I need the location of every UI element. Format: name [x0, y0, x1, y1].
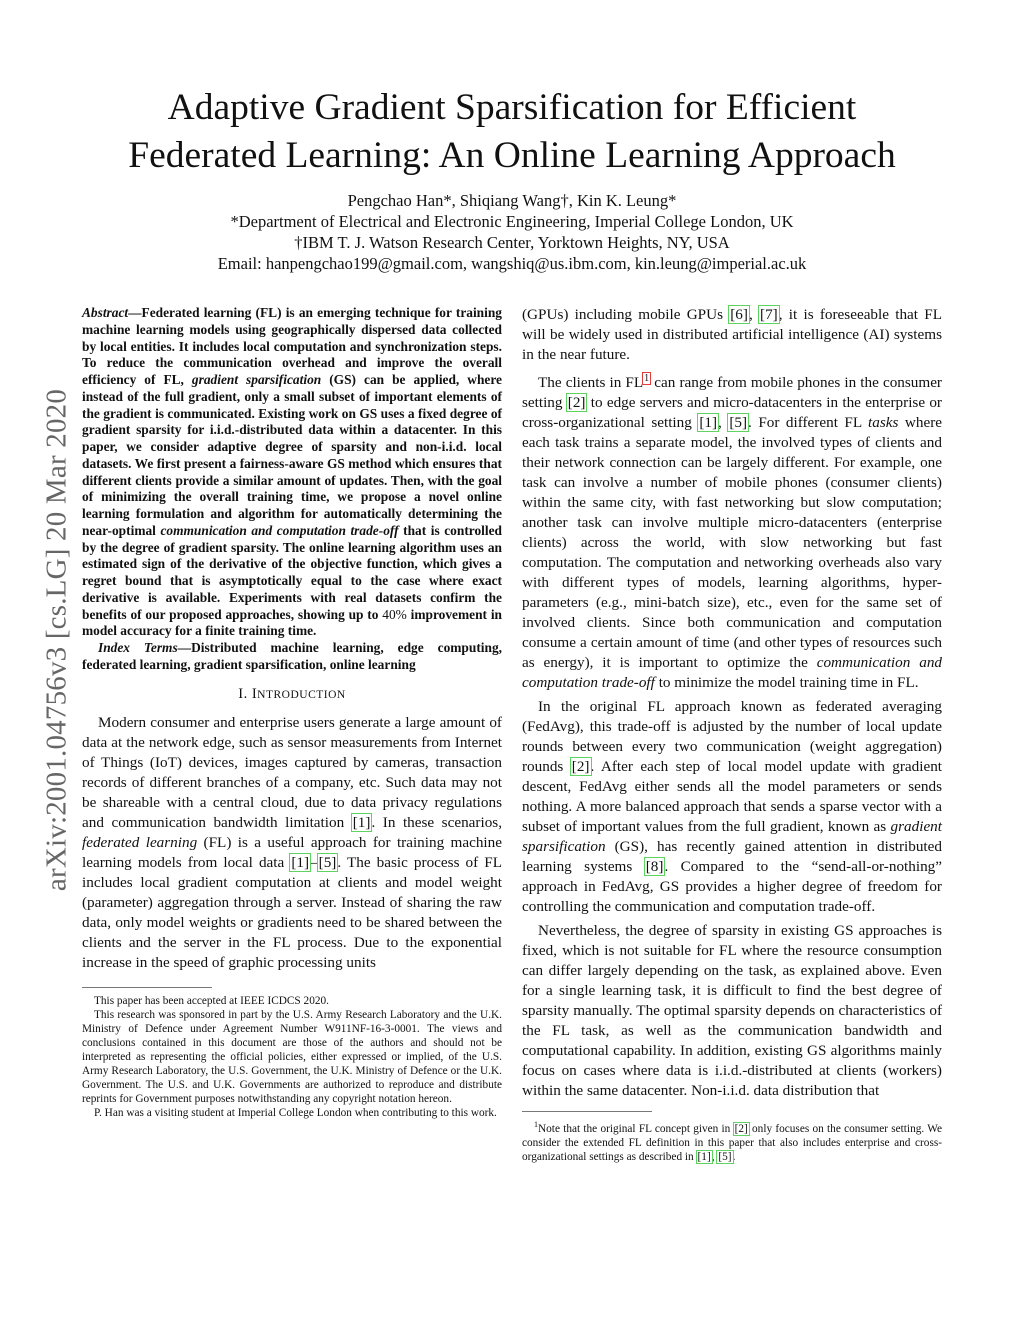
- right-text: (GPUs) including mobile GPUs: [522, 306, 730, 323]
- citation-link[interactable]: [5]: [318, 853, 337, 871]
- right-text: to minimize the model training time in FL.: [654, 674, 919, 692]
- citation-link[interactable]: [5]: [729, 414, 748, 432]
- citation-link[interactable]: [1]: [291, 853, 310, 871]
- citation-link[interactable]: [8]: [645, 858, 664, 876]
- intro-text-c: (FL) is a useful approach for training machine learning models from local data: [82, 833, 502, 871]
- footnote-accepted: This paper has been accepted at IEEE ICDCS 2020.: [94, 994, 329, 1007]
- left-column: [82, 305, 502, 1120]
- intro-text-a: Modern consumer and enterprise users generate a large amount of data at the network edge, such as sensor measurements from Internet of Things (IoT) devices, images captured by cameras, transaction records of different branches of a company, etc. Such data may not be shareable with a central cloud, due to data privacy regulations and communication bandwidth limitation: [82, 713, 502, 831]
- right-paragraph-1: [522, 369, 942, 693]
- citation-dash: –: [310, 853, 318, 871]
- section-number: I. I: [238, 685, 258, 702]
- abstract-text-2: (GS) can be applied, where instead of the full gradient, only a small subset of important elements of the gradient is communicated. Existing work on GS uses a fixed degree of gradient sparsity for i.i.d.-distributed data within a datacenter. In this paper, we consider adaptive degree of sparsity and non-i.i.d. local datasets. We first present a fairness-aware GS method which ensures that different clients provide a similar amount of updates. Then, with the goal of minimizing the overall training time, we propose a novel online learning formulation and algorithm for automatically determining the near-optimal: [82, 372, 502, 538]
- affiliation-ibm: †IBM T. J. Watson Research Center, Yorktown Heights, NY, USA: [294, 233, 730, 252]
- intro-emphasis-fl: federated learning: [82, 833, 198, 851]
- right-text: . After each step of local model update with gradient descent, FedAvg either sends all the model parameters or sends nothing. A more balanced approach that sends a sparse vector with a subset of important values from the full gradient, known as: [522, 758, 943, 836]
- abstract-label: Abstract: [82, 305, 129, 320]
- abstract-text-1: —Federated learning (FL) is an emerging technique for training machine learning models using geographically dispersed data collected by local entities. It includes local computation and synchronization steps. To reduce the communication overhead and improve the overall efficiency of FL,: [82, 305, 502, 387]
- footnote-marker: 1: [534, 1120, 538, 1130]
- citation-link[interactable]: [6]: [730, 306, 748, 323]
- title-line-1: Adaptive Gradient Sparsification for Efficient: [167, 87, 857, 128]
- footnote-1: [522, 1118, 942, 1164]
- right-text: to edge servers and micro-datacenters in the enterprise or cross-organizational setting: [522, 394, 942, 432]
- right-text: , it is foreseeable that FL will be widely used in distributed artificial intelligence (AI) systems in the near future.: [522, 306, 942, 363]
- footnote-divider: [82, 987, 212, 988]
- section-title: NTRODUCTION: [257, 688, 346, 701]
- author-block: [60, 190, 964, 274]
- abstract-text-3: that is controlled by the degree of gradient sparsity. The online learning algorithm uses an estimated sign of the derivative of the objective function, which gives a regret bound that is asymptotically equal to the case where exact derivative is available. Experiments with real datasets confirm the benefits of our proposed approaches, showing up to: [82, 522, 503, 622]
- footnote-reference[interactable]: 1: [644, 373, 650, 384]
- footnote-sponsor: This research was sponsored in part by the U.S. Army Research Laboratory and the U.K. Ministry of Defence under Agreement Number W911NF-16-3-0001. The views and conclusions contained in this document are those of the authors and should not be interpreted as representing the official policies, either expressed or implied, of the U.S. Army Research Laboratory, the U.S. Government, the U.K. Ministry of Defence or the U.K. Government. The U.S. and U.K. Governments are authorized to reproduce and distribute reprints for Government purposes notwithstanding any copyright notation hereon.: [82, 1008, 502, 1106]
- author-emails: Email: hanpengchao199@gmail.com, wangshiq@us.ibm.com, kin.leung@imperial.ac.uk: [217, 254, 807, 273]
- citation-link[interactable]: [1]: [352, 813, 371, 831]
- citation-link[interactable]: [7]: [760, 306, 778, 323]
- right-paragraph-0: [522, 305, 942, 365]
- footnote-divider: [522, 1111, 652, 1112]
- right-text: . Compared to the “send-all-or-nothing” approach in FedAvg, GS provides a higher degree of freedom for controlling the communication and computation trade-off.: [522, 858, 943, 916]
- right-text: (GS), has recently gained attention in distributed learning systems: [522, 838, 942, 876]
- right-text: . For different FL: [748, 414, 869, 432]
- paper-title: [60, 84, 964, 180]
- right-column: [522, 305, 942, 1164]
- footnote-text: only focuses on the consumer setting. We consider the extended FL definition in this paper that also includes enterprise and cross-organizational settings as described in: [522, 1122, 942, 1164]
- author-names: Pengchao Han*, Shiqiang Wang†, Kin K. Leung*: [347, 191, 677, 210]
- right-text: can range from mobile phones in the consumer setting: [522, 374, 942, 412]
- footnote-visiting: P. Han was a visiting student at Imperial College London when contributing to this work.: [94, 1107, 497, 1120]
- citation-link[interactable]: [5]: [718, 1151, 732, 1164]
- right-text: ,: [748, 306, 760, 323]
- affiliation-imperial: *Department of Electrical and Electronic Engineering, Imperial College London, UK: [230, 212, 794, 231]
- intro-text-b: . In these scenarios,: [371, 813, 502, 831]
- abstract-text-4: improvement in model accuracy for a finite training time.: [82, 606, 502, 639]
- title-line-2: Federated Learning: An Online Learning Approach: [128, 135, 896, 176]
- abstract-percent: 40%: [382, 606, 407, 622]
- index-terms-text: —Distributed machine learning, edge computing, federated learning, gradient sparsification, online learning: [82, 640, 502, 672]
- right-paragraph-3: Nevertheless, the degree of sparsity in existing GS approaches is fixed, which is not suitable for FL where the resource consumption can differ largely depending on the task, as explained above. Even for a single learning task, it is difficult to find the best degree of sparsity manually. The optimal sparsity depends on characteristics of the FL task, as well as the communication bandwidth and computational capability. In addition, existing GS algorithms mainly focus on cases where data is i.i.d.-distributed at clients (workers) within the same datacenter. Non-i.i.d. data distribution that: [522, 922, 942, 1100]
- citation-link[interactable]: [2]: [734, 1122, 748, 1135]
- right-text: In the original FL approach known as federated averaging (FedAvg), this trade-off is adjusted by the number of local update rounds between every two communication (weight aggregation) rounds: [522, 698, 942, 776]
- citation-link[interactable]: [2]: [571, 758, 590, 776]
- footnote-text: .: [732, 1151, 736, 1164]
- citation-link[interactable]: [1]: [699, 414, 718, 432]
- right-text: ,: [718, 414, 729, 432]
- citation-link[interactable]: [2]: [567, 394, 586, 412]
- abstract-emphasis-gs: gradient sparsification: [191, 372, 322, 387]
- citation-link[interactable]: [1]: [697, 1151, 711, 1164]
- index-terms-label: Index Terms: [98, 640, 178, 655]
- section-heading-introduction: [82, 686, 502, 703]
- right-paragraph-2: [522, 697, 942, 917]
- right-text: The clients in FL: [538, 374, 644, 392]
- emphasis-gs: gradient sparsification: [522, 818, 942, 856]
- right-text: where each task trains a separate model, the involved types of clients and their network connection can be largely different. For example, one task can involve a number of mobile phones (consumer clients) within the same city, with fast networking but slow computation; another task can involve multiple micro-datacenters (enterprise clients) across the world, with slow networking but fast computation. The computation and networking overheads also vary with different types of models, learning algorithms, hyper-parameters (e.g., mini-batch size), etc., even for the same set of involved clients. Since both communication and computation consume a certain amount of time (and other types of resources such as energy), it is important to optimize the: [522, 414, 942, 672]
- footnote-text: Note that the original FL concept given in: [538, 1122, 734, 1135]
- abstract: [82, 305, 502, 640]
- footnote-text: ,: [711, 1151, 718, 1164]
- emphasis-tasks: tasks: [868, 414, 899, 432]
- arxiv-identifier: arXiv:2001.04756v3 [cs.LG] 20 Mar 2020: [40, 388, 73, 892]
- intro-text-d: . The basic process of FL includes local gradient computation at clients and model weight (parameter) aggregation through a server. Instead of sharing the raw data, only model weights or gradients need to be shared between the clients and the server in the FL process. Due to the exponential increase in the speed of graphic processing units: [82, 853, 503, 971]
- intro-paragraph-1: [82, 713, 502, 973]
- index-terms: [82, 640, 502, 674]
- emphasis-tradeoff: communication and computation trade-off: [522, 654, 943, 692]
- abstract-emphasis-tradeoff: communication and computation trade-off: [160, 522, 399, 538]
